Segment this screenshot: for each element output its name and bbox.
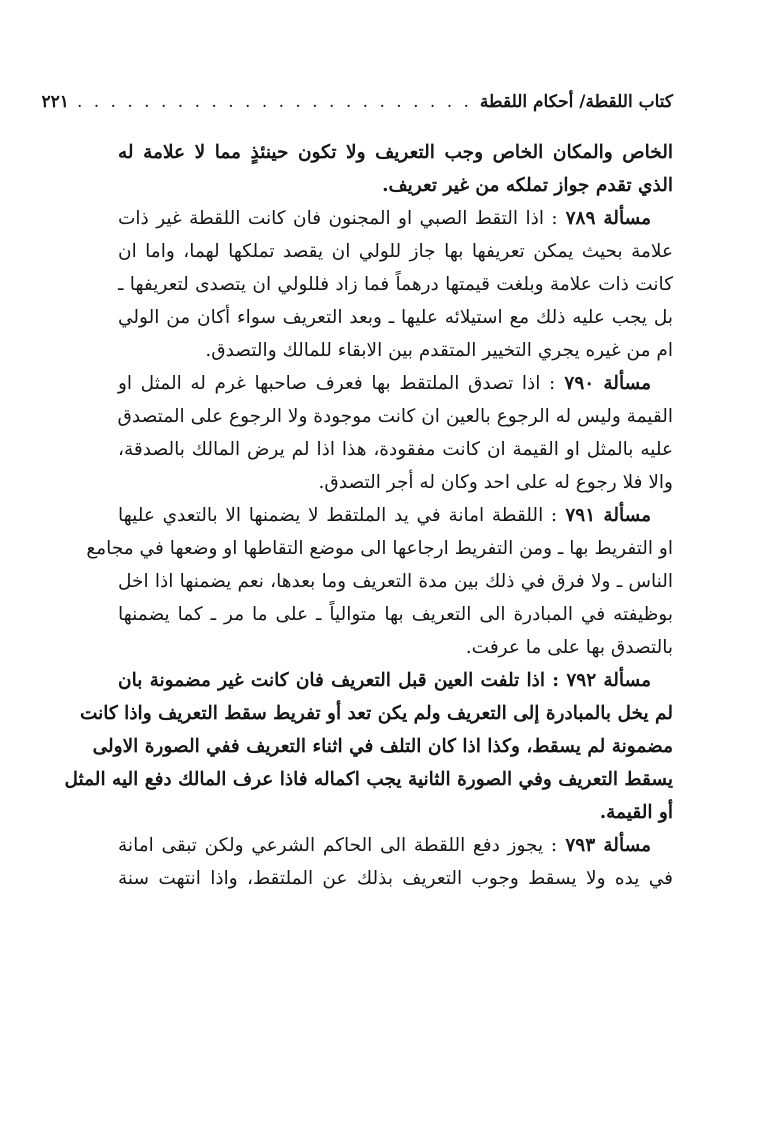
text-line: أو القيمة. <box>599 802 673 823</box>
text-line: الذي تقدم جواز تملكه من غير تعريف. <box>382 175 673 196</box>
text-line: بالتصدق بها على ما عرفت. <box>465 637 673 658</box>
text-line: مضمونة لم يسقط، وكذا اذا كان التلف في اثناء التعريف ففي الصورة الاولى <box>92 736 673 757</box>
issue-791-line: مسألة ٧٩١ : اللقطة امانة في يد الملتقط لا يضمنها الا بالتعدي عليها <box>118 505 652 526</box>
issue-number-label: مسألة ٧٩١ <box>557 505 652 526</box>
text-line: علامة بحيث يمكن تعريفها بها جاز للولي ان يقصد تملكها لهما، واما ان <box>118 241 673 262</box>
text-line: لم يخل بالمبادرة إلى التعريف ولم يكن تعد أو تفريط سقط التعريف واذا كانت <box>79 703 673 724</box>
running-header <box>41 88 673 116</box>
header-dot-leader: . . . . . . . . . . . . . . . . . . . . . . . . <box>76 92 472 112</box>
text-line: يسقط التعريف وفي الصورة الثانية يجب اكماله فاذا عرف المالك دفع اليه المثل <box>64 769 673 790</box>
issue-793-line: مسألة ٧٩٣ : يجوز دفع اللقطة الى الحاكم الشرعي ولكن تبقى امانة <box>118 835 651 856</box>
text-line: بوظيفته في المبادرة الى التعريف بها متوالياً ـ على ما مر ـ كما يضمنها <box>118 604 673 625</box>
header-title: كتاب اللقطة/ أحكام اللقطة <box>479 92 673 112</box>
issue-792-line: مسألة ٧٩٢ : اذا تلفت العين قبل التعريف فان كانت غير مضمونة بان <box>118 670 651 691</box>
text-line: او التفريط بها ـ ومن التفريط ارجاعها الى موضع التقاطها او وضعها في مجامع <box>86 538 673 559</box>
text-line: القيمة وليس له الرجوع بالعين ان كانت موجودة ولا الرجوع على المتصدق <box>117 406 673 427</box>
text-line: في يده ولا يسقط وجوب التعريف بذلك عن الملتقط، واذا انتهت سنة <box>118 868 673 889</box>
body-text <box>64 136 673 895</box>
text-line: الخاص والمكان الخاص وجب التعريف ولا تكون حينئذٍ مما لا علامة له <box>118 142 673 163</box>
issue-number-label: مسألة ٧٩٢ <box>559 670 651 691</box>
issue-number-label: مسألة ٧٩٣ <box>557 835 651 856</box>
issue-number-label: مسألة ٧٨٩ <box>557 208 651 229</box>
text-line: والا فلا رجوع له على احد وكان له أجر التصدق. <box>318 472 673 493</box>
issue-790-line: مسألة ٧٩٠ : اذا تصدق الملتقط بها فعرف صاحبها غرم له المثل او <box>118 373 651 394</box>
text-line: كانت ذات علامة وبلغت قيمتها درهماً فما زاد فللولي ان يتصدى لتعريفها ـ <box>118 274 673 295</box>
text-line: الناس ـ ولا فرق في ذلك بين مدة التعريف وما بعدها، نعم يضمنها اذا اخل <box>118 571 673 592</box>
issue-789-line: مسألة ٧٨٩ : اذا التقط الصبي او المجنون فان كانت اللقطة غير ذات <box>118 208 651 229</box>
text-line: بل يجب عليه ذلك مع استيلائه عليها ـ وبعد التعريف سواء أكان من الولي <box>118 307 673 328</box>
text-line: ام من غيره يجري التخيير المتقدم بين الابقاء للمالك والتصدق. <box>205 340 673 361</box>
text-line: عليه بالمثل او القيمة ان كانت مفقودة، هذا اذا لم يرض المالك بالصدقة، <box>118 439 673 460</box>
page-number: ٢٢١ <box>41 92 69 112</box>
issue-number-label: مسألة ٧٩٠ <box>555 373 651 394</box>
